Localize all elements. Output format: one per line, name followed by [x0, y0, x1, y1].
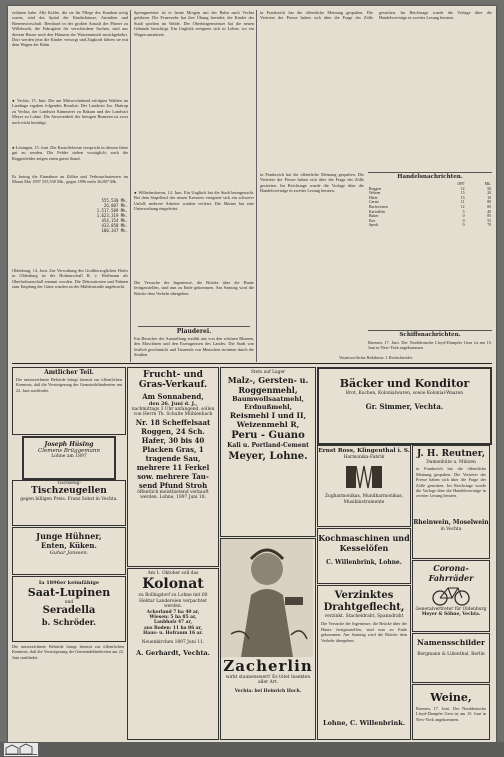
- ad-joseph: [22, 436, 116, 480]
- ad-kolonat-title: Kolonat: [142, 576, 204, 593]
- article-col1-top: erfahren habe. Alle Kräfte, die sie für Pflege des Kranken nötig waren, sind das Spital der Kinderhäuser, Anstalten und Bienenwirtschaft. Bernhard in der großen Anstalt der Pfarrei zu Willebroek, die Fahrtgäste für verschiedene Sachen, sind aus diesem Hause nach den Häusern der Waisenanstalt zurückgekehrt. Dort werden jetzt die Kinder versorgt und Zugkraft fahren sie mit dem Wagen der Bahn.: [12, 10, 128, 48]
- ad-amtlich-title: Amtlicher Teil.: [44, 369, 94, 376]
- ad-reutner-title: J. H. Reutner,: [417, 449, 485, 459]
- article-vechta: ● Vechta, 15. Juni. Die am Mittwochabend erfolgten Wahlen im Landtage ergaben folgendes Resultat: Der Landwirt Jos. Hattrup zu Vechta, der Landwirt Kämmerer zu Bakum und der Landwirt Meyer zu Lohne. Die Anwesenheit der hiesigen Beamten ist zwar noch nicht bestätigt.: [12, 98, 128, 125]
- ad-saat-title: Saat-Lupinen: [27, 586, 111, 599]
- ad-kochmaschinen-name: C. Willenbrink, Lohne.: [326, 559, 402, 566]
- handels-title: Handelsnachrichten.: [397, 174, 463, 180]
- ad-kolonat-area: Haus- u. Hofraum 16 ar.: [143, 631, 203, 637]
- ad-kolonat-area: aus Boden: 11 ha 86 ar,: [143, 625, 203, 631]
- ad-stets-title: Malz-, Gersten- u. Roggenmehl,: [227, 375, 309, 396]
- ad-namens-title: Namensschilder: [416, 638, 485, 647]
- ad-saat-by: b. Schröder.: [41, 617, 97, 628]
- ad-kolonat-area: Ackerland 7 ha 40 ar,: [146, 609, 200, 615]
- ad-baecker-text: Brot, Kuchen, Kolonialwaren, sowie Kolonial-Waaren: [345, 391, 464, 396]
- ad-reutner-sub: Damenhüte u. Mützen: [426, 460, 476, 465]
- ad-saat-pre: Ia 1896er keimfähige: [38, 580, 100, 586]
- table-row: Hafer 13 10: [369, 195, 491, 200]
- ad-weine-body: Bremen, 17. Juni. Der Norddeutsche Lloyd-Dampfer Gera ist am 15. Juni in New-York angekommen.: [416, 706, 486, 722]
- ad-ernst-sub: Harmonika-Fabrik: [343, 455, 385, 460]
- article-loeningen: ● Löningen, 15. Juni. Die Kartoffelernte verspricht in diesem Jahre gut zu werden. Die Felder stehen vorzüglich; auch die Roggenfelder zeigen einen guten Stand.: [12, 145, 128, 161]
- article-col2-mid: ● Wilhelmshaven, 14. Juni. Ein Unglück hat die Stadt heimgesucht. Bei dem Stapellauf des neuen Kreuzers ereignete sich ein schwerer Unfall; mehrere Arbeiter wurden verletzt. Die Marine hat eine Untersuchung eingeleitet.: [134, 190, 254, 212]
- schiffs-title: Schiffsnachrichten.: [399, 332, 461, 338]
- ad-drahtgeflecht: [317, 585, 411, 740]
- ad-frucht-item: Roggen, 24 Sch.: [141, 426, 205, 436]
- ad-joseph-name: Joseph Hüsing: [44, 441, 94, 448]
- ad-ernst-title: Ernst Ross, Klingenthal i. S.: [318, 448, 410, 454]
- table-row: Speck 0 70: [369, 223, 491, 228]
- ad-reutner-body: in Frankreich hat die öffentliche Meinung gespalten. Die Vertreter der Presse haben sich über die Frage der Zölle gestritten. Im Reichstage wurde die Vorlage über die Handelsverträge in zweiter Lesung beraten.: [416, 466, 486, 499]
- ad-reutner: [412, 445, 490, 559]
- scan-footer-strip: [0, 742, 504, 757]
- ad-kolonat-date: Am 1. Oktober soll das: [147, 571, 199, 576]
- article-stats: Es betrug die Einnahme an Zöllen und Verbrauchssteuern im Monat Mai 1897 555,530 Mk., gegen 1896 mehr 26,807 Mk.: [12, 174, 128, 185]
- table-row: Roggen 12 50: [369, 186, 491, 191]
- ad-joseph-sub: Clemens Brüggemann: [38, 448, 100, 454]
- ad-frucht-title: Frucht- und Gras-Verkauf.: [138, 370, 208, 390]
- ad-kolonat-text: zu Bollingdorf zu Lohne mit 60 Hektar Landereien verpachtet werden.: [138, 593, 208, 610]
- ad-stets-item: Kali u. Portland-Cement: [227, 442, 309, 450]
- ad-zacherlin: [220, 538, 316, 740]
- market-table: 1897 Mk. Roggen 12 50 Weizen 15 20 Hafer 13 10 Gerste 11 80 Buchweizen 12 00 Kartoffeln 3 40 Butter 0 85 Eier 0 55 Speck 0 70: [369, 182, 491, 228]
- ad-tischzeug-title: Tischzeugellen: [31, 486, 107, 497]
- ad-ernst-text: Zugharmonikas, Mundharmonikas, Musikinstrumente: [324, 494, 404, 505]
- ad-drahtgeflecht-sub: verzinkt. Stacheldraht, Spanndraht: [324, 614, 404, 619]
- article-col3-top: in Frankreich hat die öffentliche Meinung gespalten. Die Vertreter der Presse haben sich über die Frage der Zölle gestritten. Im Reichstage wurde die Vorlage über die Handelsverträge in zweiter Lesung beraten.: [260, 10, 492, 21]
- ad-frucht-text: nachmittags 3 Uhr anfangend, sollen von Herrn Th. Schulte Mühlenbach: [131, 407, 215, 418]
- ad-namens-name: Bergmann & Lilienthal, Berlin: [417, 652, 485, 657]
- ad-frucht-item: sow. mehrere Tau-: [137, 471, 209, 481]
- ad-corona-text: Generalvertreter für Oldenburg: [415, 607, 487, 612]
- ad-kolonat: [127, 568, 219, 740]
- ad-drahtgeflecht-name: Lohne, C. Willenbrink.: [323, 719, 405, 728]
- ad-frucht-item: Nr. 18 Scheffelsaat: [135, 417, 211, 427]
- ad-frucht-foot: öffentlich meistbietend verkauft werden. Lohne, 1897 Juni 18.: [137, 489, 209, 501]
- table-row: Weizen 15 20: [369, 191, 491, 196]
- ad-ernst: [317, 445, 411, 527]
- library-stamp-icon: [4, 743, 38, 756]
- ad-reutner-loc: in Vechta: [440, 527, 462, 533]
- ad-kolonat-foot: Neuenkirchen 1897 Juni 11.: [141, 639, 205, 645]
- ad-kolonat-rep: A. Gerhardt, Vechta.: [136, 649, 210, 658]
- ad-weine: [412, 684, 490, 740]
- col3-left-bottom: in Frankreich hat die öffentliche Meinung gespalten. Die Vertreter der Presse haben sich über die Frage der Zölle gestritten. Im Reichstage wurde die Vorlage über die Handelsverträge in zweiter Lesung beraten.: [260, 172, 364, 194]
- ad-saat: [12, 576, 126, 642]
- ad-zacherlin-loc: Vechta: bei Heinrich Hoch.: [234, 688, 302, 694]
- table-row: Buchweizen 12 00: [369, 204, 491, 209]
- plauderei-text: Ein Besucher der Ausstellung erzählt uns von den schönen Blumen, den Maschinen und den Erzeugnissen des Landes. Die Stadt war festlich geschmückt und Tausende von Menschen strömten durch die Straßen.: [134, 336, 254, 358]
- ad-saat-and: und: [64, 600, 74, 605]
- ad-stets-item: Baumwollsaatmehl,: [232, 395, 304, 404]
- ad-amtlich: [12, 367, 126, 435]
- ad-stets: [220, 367, 316, 537]
- ad-joseph-loc: Lohne am 1897: [51, 454, 87, 459]
- ad-zacherlin-text: wirkt staunenswert! Es tötet Insekten aller Art.: [225, 675, 311, 686]
- article-col2-top: Sprengmeister ist er heute Morgen mit der Bahn nach Vechta gefahren. Die Feuerwehr hat ihre Übung beendet; die Kinder der Stadt spielten im Walde. Der Oberbürgermeister hat die neuen Gebäude besichtigt. Ein Unglück ereignete sich in Lohne, wo ein Wagen umstürzte.: [134, 10, 254, 37]
- zacherlin-illustration-icon: [221, 539, 313, 657]
- table-row: Butter 0 85: [369, 214, 491, 219]
- ad-frucht-item: Hafer, 30 bis 40: [141, 435, 205, 445]
- ad-frucht: [127, 367, 219, 567]
- ad-stets-item: Erdnußmehl,: [244, 403, 292, 412]
- ad-frucht-item: tragende Sau,: [145, 453, 201, 463]
- ad-baecker-name: Gr. Simmer, Vechta.: [365, 402, 444, 412]
- ad-kochmaschinen-title: Kochmaschinen und Kesselöfen: [318, 533, 410, 553]
- ad-huehner-title: Junge Hühner,: [36, 531, 102, 541]
- table-row: Eier 0 55: [369, 218, 491, 223]
- ad-drahtgeflecht-title: Verzinktes Drahtgeflecht,: [323, 590, 405, 613]
- bicycle-icon: [431, 584, 471, 606]
- ad-kolonat-area: Laubholz 47 ar,: [153, 620, 192, 626]
- ad-stets-item: Peru - Guano: [231, 430, 305, 442]
- verlag-line: Verantwortlicher Redakteur: J. Brettschneider.: [338, 355, 414, 360]
- table-row: Gerste 11 80: [369, 200, 491, 205]
- ad-zacherlin-title: Zacherlin: [223, 657, 313, 675]
- ad-huehner-name: Guhar Janssen.: [49, 550, 89, 556]
- ad-drahtgeflecht-body: Die Versuche der Ingenieure, die Brücke über die Hunte fertigzustellen, sind nun zu Ende gekommen. Am Sonntag wird die Brücke dem Verkehr übergeben.: [321, 621, 407, 643]
- ad-frucht-item: Placken Gras, 1: [142, 444, 204, 454]
- ad-kolonat-area: Wiesen: 5 ha 85 ar,: [149, 615, 197, 621]
- ad-stets-item: Weizenmehl R,: [236, 420, 300, 430]
- ad-corona-name: Meyer & Söhne, Vechta.: [421, 612, 481, 618]
- newspaper-page: [8, 6, 496, 742]
- ad-corona: [412, 560, 490, 632]
- ad-huehner-sub: Enten, Küken.: [41, 541, 97, 550]
- ad-weine-title: Weine,: [430, 691, 472, 704]
- ad-baecker-title: Bäcker und Konditor: [339, 377, 470, 390]
- table-row: Kartoffeln 3 40: [369, 209, 491, 214]
- ad-namens: [412, 633, 490, 683]
- stats-figures: 555,530 Mk. 26,807 Mk. 1,517,509 Mk. 1,623,319 Mk. 454,154 Mk. 433,850 Mk. 100,347 Mk.: [96, 198, 128, 233]
- plauderei-title: Plauderei.: [176, 328, 212, 335]
- ad-tischzeug-text: gegen billigen Preis. Franz Sobst in Vechta.: [20, 497, 118, 503]
- ad-stets-item: Reismehl I und II,: [229, 411, 307, 421]
- ad-corona-title: Corona-Fahrräder: [428, 563, 474, 583]
- ad-huehner: [12, 527, 126, 575]
- ad-frucht-item: mehrere 11 Ferkel: [136, 462, 210, 472]
- ad-stets-name: Meyer, Lohne.: [228, 451, 308, 463]
- ad-saat-title2: Seradella: [42, 605, 96, 617]
- ad-kochmaschinen: [317, 528, 411, 584]
- ad-amtlich-text: Die unterzeichnete Behörde bringt hiermit zur öffentlichen Kenntnis, daß die Versteigerung der Gemeindeländereien am 22. Juni stattfindet.: [16, 377, 122, 393]
- ad-baecker: [317, 367, 492, 445]
- article-col2-bottom: Die Versuche der Ingenieure, die Brücke über die Hunte fertigzustellen, sind nun zu Ende gekommen. Am Sonntag wird die Brücke dem Verkehr übergeben.: [134, 280, 254, 296]
- ad-frucht-date2: den 26. Juni d. J.,: [148, 401, 198, 407]
- ad-frucht-item: send Pfund Stroh: [138, 480, 208, 490]
- ad-tischzeug: [12, 480, 126, 526]
- harmonika-icon: [344, 462, 384, 492]
- ad-tischzeug-head: Tischzeug-: [57, 481, 81, 486]
- article-col1-bottom: Oldenburg, 14. Juni. Zur Verwaltung des Großherzoglichen Hofes in Oldenburg ist der Hofmarschall B. v. Hoffmann als Oberhofmarschall ernannt worden. Die Dekorationen und Fahnen zum Empfang der Gäste wurden an der Mühlenstraße angebracht.: [12, 268, 128, 290]
- ad-frucht-date: Am Sonnabend,: [142, 392, 204, 401]
- ad-reutner-text: Rheinwein, Moselwein: [413, 519, 489, 527]
- schiffs-text: Bremen, 17. Juni. Der Norddeutsche Lloyd-Dampfer Gera ist am 15. Juni in New-York angekommen.: [368, 340, 492, 351]
- col-a-bottom-text: Die unterzeichnete Behörde bringt hiermit zur öffentlichen Kenntnis, daß die Versteigerung der Gemeindeländereien am 22. Juni stattfindet.: [12, 644, 124, 660]
- ad-stets-head: Stets auf Lager: [250, 370, 286, 375]
